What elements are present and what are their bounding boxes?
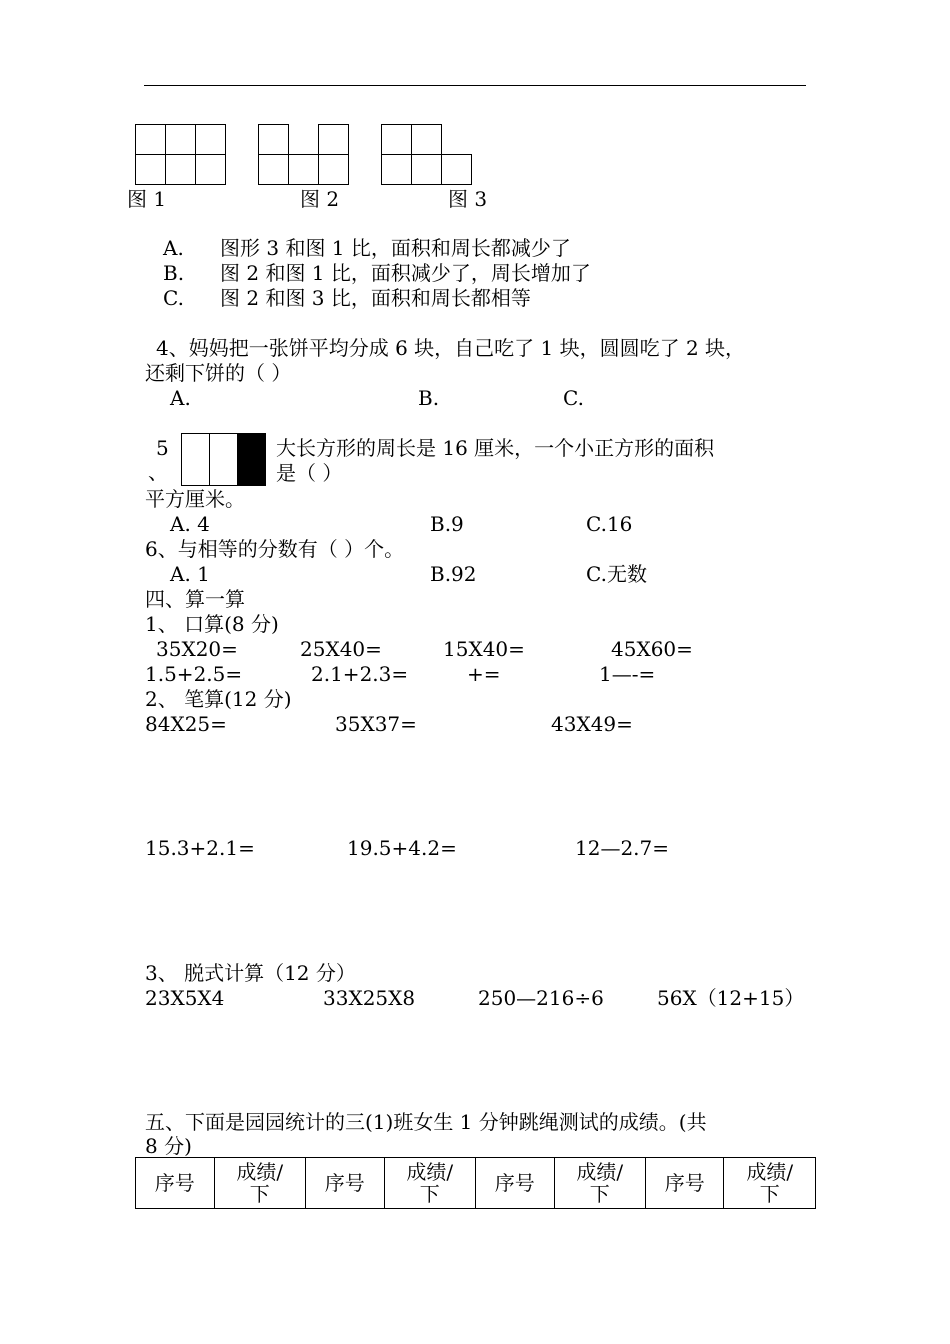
table-header-cell: 序号 — [475, 1158, 554, 1209]
stepwise-item: 56X（12+15） — [657, 986, 805, 1010]
table-row — [136, 1158, 816, 1209]
written-calc-title: 2、 笔算(12 分) — [145, 687, 292, 711]
table-header-cell: 成绩/ 下 — [214, 1158, 305, 1209]
stepwise-item: 33X25X8 — [323, 986, 416, 1010]
q4-line2: 还剩下饼的（ ） — [145, 361, 292, 385]
table-header-cell: 序号 — [305, 1158, 384, 1209]
written-item: 84X25= — [145, 712, 227, 736]
table-header-cell: 成绩/ 下 — [554, 1158, 645, 1209]
q4-line1: 4、妈妈把一张饼平均分成 6 块，自己吃了 1 块，圆圆吃了 2 块， — [156, 336, 746, 360]
q5-line2: 是（ ） — [276, 461, 343, 485]
q6-option-c: C.无数 — [586, 562, 647, 586]
q6-option-b: B.92 — [430, 562, 477, 586]
stepwise-item: 250—216÷6 — [478, 986, 604, 1010]
oral-item: += — [467, 662, 501, 686]
written-item: 35X37= — [335, 712, 417, 736]
figure-1-label: 图 1 — [127, 187, 167, 211]
oral-item: 1—-= — [599, 662, 656, 686]
oral-item: 2.1+2.3= — [311, 662, 409, 686]
section5-line2: 8 分) — [145, 1134, 192, 1158]
oral-item: 25X40= — [300, 637, 382, 661]
stepwise-calc-title: 3、 脱式计算（12 分） — [145, 961, 356, 985]
q5-option-a: A. 4 — [170, 512, 210, 536]
section5-line1: 五、下面是园园统计的三(1)班女生 1 分钟跳绳测试的成绩。(共 — [145, 1110, 707, 1134]
header-rule — [144, 85, 806, 86]
q3-option-c-text: 图 2 和图 3 比，面积和周长都相等 — [220, 286, 531, 310]
q5-line1: 大长方形的周长是 16 厘米，一个小正方形的面积 — [276, 436, 715, 460]
q6-text: 6、与相等的分数有（ ）个。 — [145, 537, 405, 561]
q5-number: 5 — [156, 436, 169, 460]
written-item: 15.3+2.1= — [145, 836, 255, 860]
table-header-cell: 成绩/ 下 — [384, 1158, 475, 1209]
q5-option-b: B.9 — [430, 512, 464, 536]
stepwise-item: 23X5X4 — [145, 986, 225, 1010]
figure-2-label: 图 2 — [300, 187, 340, 211]
table-header-cell: 序号 — [136, 1158, 215, 1209]
q3-option-b-key: B. — [163, 261, 185, 285]
written-item: 43X49= — [551, 712, 633, 736]
written-item: 12—2.7= — [575, 836, 670, 860]
figure-3-label: 图 3 — [448, 187, 488, 211]
q3-option-a-key: A. — [163, 236, 184, 260]
q4-option-a: A. — [170, 386, 191, 410]
q3-option-b-text: 图 2 和图 1 比，面积减少了，周长增加了 — [220, 261, 591, 285]
oral-item: 35X20= — [156, 637, 238, 661]
q4-option-b: B. — [418, 386, 440, 410]
score-table — [135, 1157, 816, 1209]
q5-option-c: C.16 — [586, 512, 633, 536]
written-item: 19.5+4.2= — [347, 836, 457, 860]
q3-option-c-key: C. — [163, 286, 184, 310]
oral-calc-title: 1、 口算(8 分) — [145, 612, 279, 636]
table-header-cell: 成绩/ 下 — [724, 1158, 816, 1209]
table-header-cell: 序号 — [645, 1158, 724, 1209]
q3-option-a-text: 图形 3 和图 1 比，面积和周长都减少了 — [220, 236, 571, 260]
oral-item: 15X40= — [443, 637, 525, 661]
section4-title: 四、算一算 — [145, 587, 245, 611]
q4-option-c: C. — [563, 386, 584, 410]
q6-option-a: A. 1 — [170, 562, 210, 586]
oral-item: 45X60= — [611, 637, 693, 661]
q5-line3: 平方厘米。 — [145, 487, 245, 511]
q5-separator: 、 — [148, 460, 168, 484]
oral-item: 1.5+2.5= — [145, 662, 243, 686]
